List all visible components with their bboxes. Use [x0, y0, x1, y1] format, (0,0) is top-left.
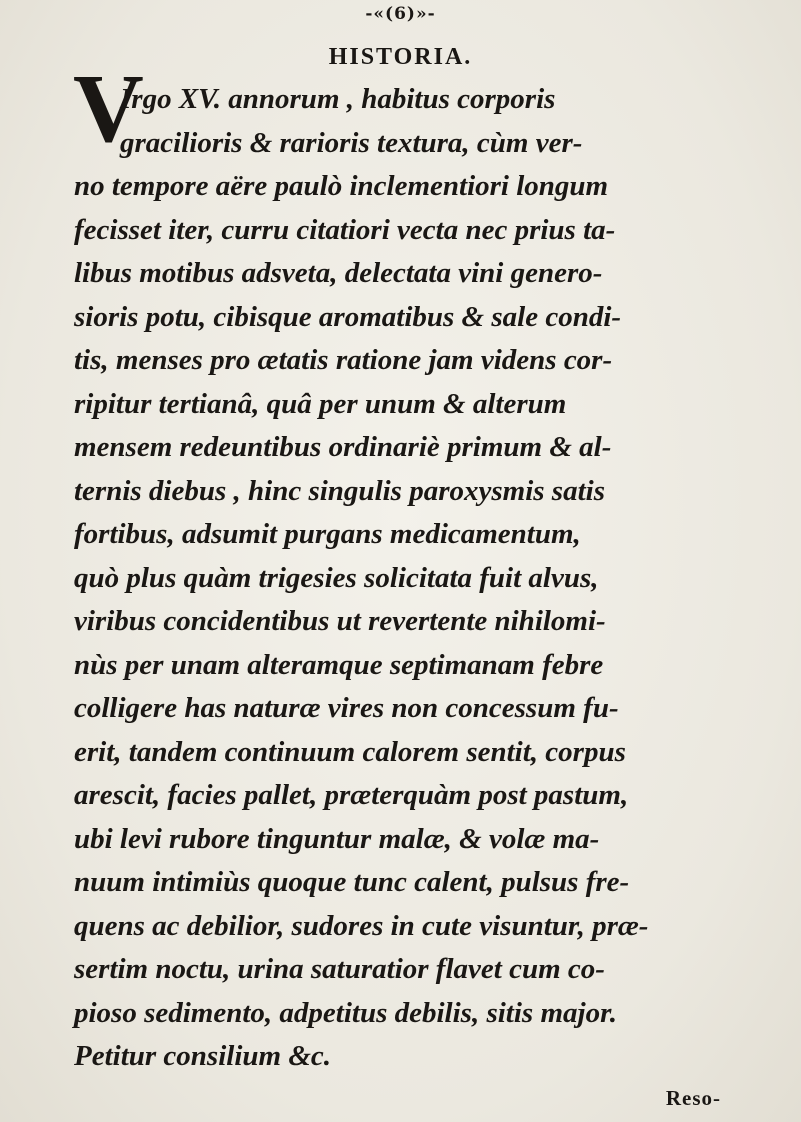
running-head: HISTORIA.	[328, 44, 473, 70]
text-line: tis, menses pro ætatis ratione jam videns cor-	[74, 344, 613, 376]
text-line: no tempore aëre paulò inclementiori longum	[74, 170, 609, 202]
text-line: sertim noctu, urina saturatior flavet cum co-	[74, 953, 605, 985]
text-line: libus motibus adsveta, delectata vini genero-	[74, 257, 603, 289]
text-line: quens ac debilior, sudores in cute visuntur, præ-	[74, 909, 649, 942]
text-line: colligere has naturæ vires non concessum fu-	[74, 692, 619, 724]
catchword: Reso-	[665, 1086, 721, 1110]
text-line: pioso sedimento, adpetitus debilis, sitis major.	[74, 996, 617, 1029]
text-line: nùs per unam alteramque septimanam febre	[74, 648, 604, 681]
text-line: Irgo XV. annorum , habitus corporis	[120, 83, 556, 115]
text-line: quò plus quàm trigesies solicitata fuit alvus,	[74, 561, 599, 594]
text-line: viribus concidentibus ut revertente nihilomi-	[74, 605, 606, 637]
drop-capital: V	[73, 55, 144, 163]
text-line: nuum intimiùs quoque tunc calent, pulsus fre-	[74, 866, 630, 898]
text-line: ripitur tertianâ, quâ per unum & alterum	[74, 387, 567, 420]
text-line: ubi levi rubore tinguntur malæ, & volæ ma-	[74, 822, 600, 855]
page-number: -«(6)»-	[365, 4, 436, 24]
body-text	[74, 78, 754, 1079]
text-line: arescit, facies pallet, præterquàm post pastum,	[74, 779, 629, 811]
text-line: gracilioris & rarioris textura, cùm ver-	[120, 126, 583, 159]
text-line: sioris potu, cibisque aromatibus & sale condi-	[74, 300, 622, 333]
text-line: fecisset iter, curru citatiori vecta nec prius ta-	[74, 213, 616, 246]
text-line: fortibus, adsumit purgans medicamentum,	[74, 518, 581, 550]
text-line: erit, tandem continuum calorem sentit, corpus	[74, 735, 626, 768]
text-line: ternis diebus , hinc singulis paroxysmis satis	[74, 474, 605, 507]
text-line: mensem redeuntibus ordinariè primum & al-	[74, 431, 612, 463]
text-line: Petitur consilium &c.	[74, 1040, 331, 1072]
